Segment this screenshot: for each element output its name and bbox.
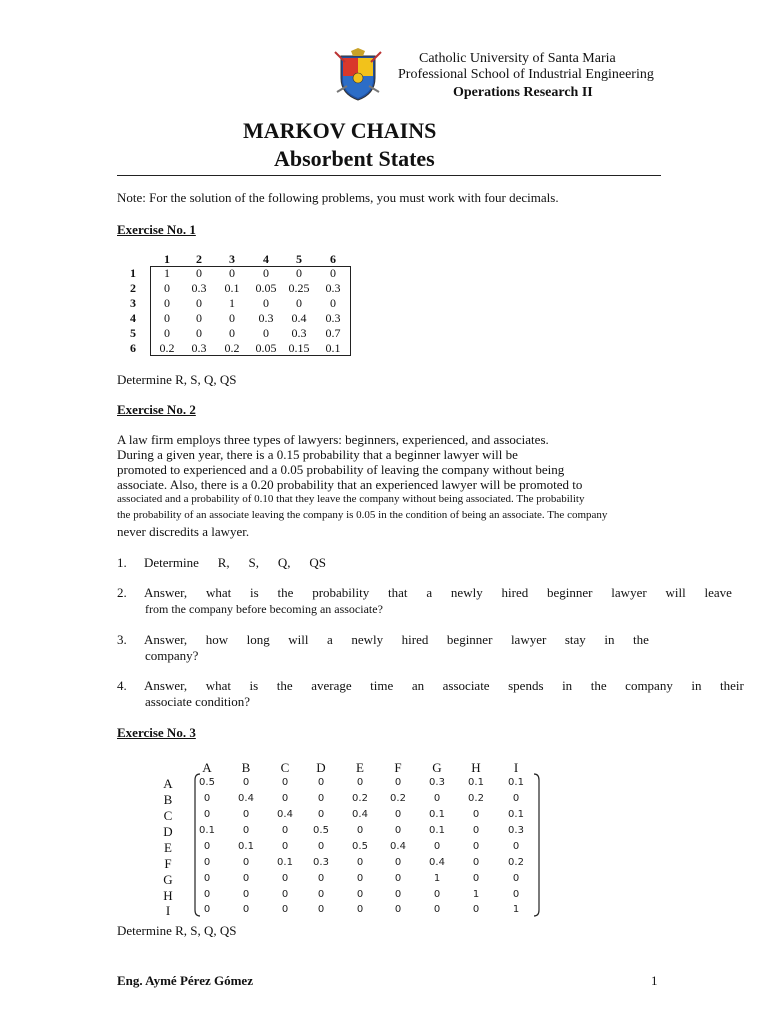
exercise3-matrix-cell: 0: [317, 873, 325, 884]
exercise3-matrix-cell: 0: [281, 825, 289, 836]
q3-word: newly: [351, 632, 384, 647]
exercise3-matrix-cell: 0: [512, 793, 520, 804]
question4-number: 4.: [117, 678, 127, 693]
exercise3-matrix-cell: 0.3: [313, 857, 329, 868]
question2-number: 2.: [117, 585, 127, 600]
exercise3-matrix-cell: 0: [317, 904, 325, 915]
q2-word: the: [277, 585, 294, 600]
exercise3-row-header: E: [164, 840, 172, 855]
q2-word: lawyer: [611, 585, 647, 600]
exercise3-matrix-cell: 0: [472, 873, 480, 884]
exercise1-row-header: 2: [130, 281, 136, 295]
q4-word: in: [562, 678, 573, 693]
exercise3-matrix-cell: 0: [242, 809, 250, 820]
exercise3-matrix-cell: 1: [472, 889, 480, 900]
exercise1-matrix-cell: 0.3: [191, 281, 207, 295]
note-text: Note: For the solution of the following problems, you must work with four decimals.: [117, 190, 559, 205]
exercise3-matrix-cell: 0: [242, 825, 250, 836]
exercise1-matrix-cell: 0: [330, 296, 336, 310]
exercise1-matrix-cell: 0: [196, 296, 202, 310]
question2-continuation: from the company before becoming an associate?: [145, 602, 383, 616]
exercise1-matrix-cell: 0.15: [288, 341, 310, 355]
exercise3-matrix-cell: 0.1: [508, 777, 524, 788]
exercise3-matrix-cell: 0: [203, 889, 211, 900]
exercise3-matrix-cell: 0: [472, 809, 480, 820]
exercise3-col-header: D: [316, 760, 326, 775]
exercise3-matrix-cell: 0: [394, 904, 402, 915]
exercise3-matrix-cell: 0: [512, 841, 520, 852]
exercise1-row-header: 4: [130, 311, 136, 325]
exercise3-matrix-cell: 0.4: [390, 841, 406, 852]
q3-word: a: [327, 632, 333, 647]
q4-word: company: [625, 678, 673, 693]
exercise3-matrix-cell: 1: [433, 873, 441, 884]
exercise3-matrix-cell: 0: [317, 809, 325, 820]
q1-word: Q,: [277, 555, 291, 570]
q4-word: associate: [442, 678, 490, 693]
exercise1-matrix-cell: 0: [196, 326, 202, 340]
exercise3-row-header: I: [165, 903, 171, 918]
exercise1-matrix-cell: 0: [296, 296, 302, 310]
exercise1-col-header: 5: [296, 252, 302, 266]
exercise1-row-header: 3: [130, 296, 136, 310]
q3-word: stay: [564, 632, 586, 647]
exercise3-matrix-cell: 0.1: [429, 825, 445, 836]
exercise3-matrix-cell: 0.5: [199, 777, 215, 788]
exercise3-matrix-cell: 0: [356, 873, 364, 884]
q4-word: Answer,: [144, 678, 188, 693]
q4-word: the: [590, 678, 607, 693]
q4-word: is: [249, 678, 259, 693]
exercise1-matrix-cell: 0: [330, 266, 336, 280]
exercise3-row-header: B: [163, 792, 173, 807]
exercise2-line2: During a given year, there is a 0.15 probability that a beginner lawyer will be: [117, 447, 518, 462]
question3-number: 3.: [117, 632, 127, 647]
exercise3-matrix-cell: 0: [317, 777, 325, 788]
exercise3-matrix-cell: 0: [203, 793, 211, 804]
exercise3-matrix-cell: 0: [433, 841, 441, 852]
exercise1-matrix-cell: 0: [164, 281, 170, 295]
exercise1-matrix-cell: 0: [196, 266, 202, 280]
exercise1-matrix-cell: 1: [164, 266, 170, 280]
exercise3-row-header: G: [163, 872, 173, 887]
exercise1-matrix-cell: 0.3: [291, 326, 307, 340]
exercise1-matrix-cell: 0.25: [288, 281, 310, 295]
exercise1-matrix-cell: 0.3: [258, 311, 274, 325]
exercise3-matrix-cell: 0: [394, 889, 402, 900]
exercise1-matrix-cell: 0.05: [255, 281, 277, 295]
exercise2-line1: A law firm employs three types of lawyers: beginners, experienced, and associates.: [117, 432, 549, 447]
exercise3-matrix-cell: 0: [394, 777, 402, 788]
q3-word: Answer,: [144, 632, 188, 647]
exercise3-matrix-cell: 0.4: [277, 809, 293, 820]
exercise3-matrix-cell: 0.2: [390, 793, 406, 804]
exercise3-matrix-cell: 0: [203, 904, 211, 915]
exercise1-matrix-cell: 0: [164, 326, 170, 340]
exercise3-matrix-cell: 0.4: [352, 809, 368, 820]
exercise1-matrix-cell: 0.3: [325, 311, 341, 325]
exercise3-matrix-cell: 0.3: [508, 825, 524, 836]
exercise3-matrix-cell: 0: [242, 777, 250, 788]
university-crest-icon: [333, 48, 383, 103]
q2-word: that: [388, 585, 408, 600]
q4-word: the: [276, 678, 293, 693]
exercise1-col-header: 2: [196, 252, 202, 266]
exercise2-line5: associated and a probability of 0.10 that they leave the company without being associated. The probability: [117, 493, 585, 505]
exercise3-matrix-cell: 0: [356, 777, 364, 788]
exercise3-matrix-cell: 0: [356, 857, 364, 868]
page-number: 1: [651, 973, 658, 988]
exercise3-col-header: H: [471, 760, 481, 775]
exercise3-matrix-brackets: [194, 772, 544, 918]
exercise3-matrix-cell: 0: [242, 873, 250, 884]
exercise3-matrix-cell: 0: [281, 873, 289, 884]
q4-word: time: [370, 678, 394, 693]
exercise1-matrix-cell: 0: [164, 296, 170, 310]
exercise1-matrix-cell: 0.1: [325, 341, 341, 355]
q2-word: a: [426, 585, 433, 600]
q3-word: lawyer: [510, 632, 547, 647]
exercise3-matrix-cell: 0: [394, 825, 402, 836]
exercise3-matrix-cell: 0: [281, 889, 289, 900]
q1-word: Determine: [144, 555, 199, 570]
exercise3-matrix-cell: 0.4: [429, 857, 445, 868]
exercise1-matrix-cell: 0.2: [159, 341, 175, 355]
university-name: Catholic University of Santa Maria: [419, 51, 616, 66]
exercise3-matrix-cell: 0: [512, 889, 520, 900]
exercise3-matrix-cell: 0.1: [199, 825, 215, 836]
q4-word: in: [691, 678, 702, 693]
exercise3-matrix-cell: 0: [317, 889, 325, 900]
exercise3-matrix-cell: 0: [281, 793, 289, 804]
exercise1-matrix-cell: 0: [164, 311, 170, 325]
exercise3-matrix-cell: 1: [512, 904, 520, 915]
q2-word: what: [205, 585, 232, 600]
exercise2-line6: the probability of an associate leaving the company is 0.05 in the condition of being an associate. The company: [117, 509, 608, 521]
exercise3-matrix-cell: 0: [281, 904, 289, 915]
exercise3-col-header: B: [241, 760, 251, 775]
exercise3-matrix-cell: 0.3: [429, 777, 445, 788]
exercise1-matrix-cell: 0.1: [224, 281, 240, 295]
exercise3-matrix-cell: 0: [203, 841, 211, 852]
exercise3-col-header: F: [394, 760, 402, 775]
q3-word: beginner: [446, 632, 493, 647]
exercise3-matrix-cell: 0: [317, 841, 325, 852]
page-title: MARKOV CHAINS: [243, 118, 437, 143]
exercise3-matrix-cell: 0: [356, 825, 364, 836]
exercise3-matrix-cell: 0: [394, 873, 402, 884]
exercise3-row-header: H: [163, 888, 173, 903]
exercise3-matrix-cell: 0: [242, 889, 250, 900]
exercise1-matrix-cell: 0: [263, 266, 269, 280]
exercise1-col-header: 6: [330, 252, 336, 266]
exercise1-matrix-cell: 0: [196, 311, 202, 325]
q2-word: will: [665, 585, 686, 600]
exercise1-row-header: 6: [130, 341, 136, 355]
question4-text: [144, 678, 744, 694]
exercise2-line4: associate. Also, there is a 0.20 probability that an experienced lawyer will be promoted to: [117, 477, 583, 492]
exercise3-matrix-cell: 0: [394, 857, 402, 868]
q2-word: probability: [312, 585, 370, 600]
exercise1-matrix-cell: 0: [229, 266, 235, 280]
q1-word: QS: [309, 555, 326, 570]
exercise2-heading: Exercise No. 2: [117, 402, 196, 417]
q2-word: newly: [450, 585, 483, 600]
q2-word: leave: [704, 585, 732, 600]
exercise3-matrix-cell: 0.2: [508, 857, 524, 868]
exercise3-matrix-cell: 0.1: [277, 857, 293, 868]
exercise1-row-header: 5: [130, 326, 136, 340]
exercise1-matrix-cell: 0.3: [325, 281, 341, 295]
question4-continuation: associate condition?: [145, 694, 251, 709]
exercise3-matrix-cell: 0.4: [238, 793, 254, 804]
q3-word: the: [632, 632, 649, 647]
exercise3-row-header: C: [163, 808, 173, 823]
exercise1-matrix-cell: 0.05: [255, 341, 277, 355]
exercise1-matrix-cell: 0: [263, 326, 269, 340]
exercise3-matrix-cell: 0: [356, 889, 364, 900]
exercise3-matrix-cell: 0: [203, 857, 211, 868]
q4-word: their: [720, 678, 744, 693]
question1-number: 1.: [117, 555, 127, 570]
exercise3-matrix-cell: 0: [356, 904, 364, 915]
q4-word: average: [311, 678, 352, 693]
q3-word: hired: [401, 632, 429, 647]
exercise3-matrix-cell: 0: [512, 873, 520, 884]
exercise3-matrix-cell: 0: [281, 777, 289, 788]
exercise3-matrix-cell: 0: [317, 793, 325, 804]
exercise3-matrix-cell: 0.1: [508, 809, 524, 820]
course-name: Operations Research II: [453, 85, 593, 100]
exercise3-col-header: G: [432, 760, 442, 775]
footer-author: Eng. Aymé Pérez Gómez: [117, 973, 253, 988]
exercise3-matrix-cell: 0: [394, 809, 402, 820]
exercise3-matrix-cell: 0: [433, 793, 441, 804]
q3-word: long: [246, 632, 270, 647]
exercise3-matrix-cell: 0.1: [429, 809, 445, 820]
exercise3-matrix-cell: 0.5: [352, 841, 368, 852]
exercise3-matrix-cell: 0: [433, 904, 441, 915]
q2-word: hired: [501, 585, 529, 600]
q4-word: what: [205, 678, 231, 693]
q4-word: spends: [508, 678, 544, 693]
exercise2-line7: never discredits a lawyer.: [117, 524, 250, 539]
exercise3-row-header: A: [163, 776, 173, 791]
exercise1-col-header: 1: [164, 252, 170, 266]
exercise1-matrix-cell: 0.3: [191, 341, 207, 355]
exercise3-matrix-cell: 0: [472, 841, 480, 852]
exercise3-col-header: C: [280, 760, 290, 775]
exercise3-matrix-cell: 0: [242, 904, 250, 915]
q1-word: S,: [248, 555, 259, 570]
exercise3-matrix-cell: 0.1: [238, 841, 254, 852]
q3-word: how: [205, 632, 229, 647]
exercise3-col-header: I: [513, 760, 519, 775]
question3-continuation: company?: [145, 648, 199, 663]
q2-word: is: [250, 585, 259, 600]
exercise1-matrix-frame: [150, 266, 351, 356]
exercise1-matrix-cell: 0: [296, 266, 302, 280]
exercise3-task: Determine R, S, Q, QS: [117, 923, 237, 938]
exercise3-matrix-cell: 0.1: [468, 777, 484, 788]
exercise1-heading: Exercise No. 1: [117, 222, 196, 237]
exercise3-matrix-cell: 0: [281, 841, 289, 852]
exercise3-matrix-cell: 0.5: [313, 825, 329, 836]
exercise1-matrix-cell: 0.4: [291, 311, 307, 325]
exercise3-matrix-cell: 0.2: [352, 793, 368, 804]
title-divider: [117, 175, 661, 176]
exercise3-matrix-cell: 0: [203, 873, 211, 884]
exercise1-matrix-cell: 1: [229, 296, 235, 310]
exercise1-matrix-cell: 0.2: [224, 341, 240, 355]
q3-word: in: [604, 632, 615, 647]
exercise3-matrix-cell: 0: [472, 825, 480, 836]
exercise1-matrix-cell: 0.7: [325, 326, 341, 340]
question2-text: [144, 585, 732, 601]
exercise3-col-header: A: [202, 760, 212, 775]
q2-word: beginner: [547, 585, 593, 600]
q3-word: will: [288, 632, 309, 647]
exercise3-matrix-cell: 0: [472, 857, 480, 868]
exercise1-col-header: 3: [229, 252, 235, 266]
exercise1-matrix-cell: 0: [229, 311, 235, 325]
exercise1-matrix-cell: 0: [229, 326, 235, 340]
exercise3-col-header: E: [356, 760, 364, 775]
exercise3-matrix-cell: 0: [433, 889, 441, 900]
q1-word: R,: [217, 555, 230, 570]
exercise3-row-header: D: [163, 824, 173, 839]
question3-text: [144, 632, 649, 648]
exercise3-matrix-cell: 0.2: [468, 793, 484, 804]
exercise1-col-header: 4: [263, 252, 269, 266]
school-name: Professional School of Industrial Engineering: [398, 67, 654, 82]
exercise2-line3: promoted to experienced and a 0.05 probability of leaving the company without being: [117, 462, 565, 477]
exercise1-row-header: 1: [130, 266, 136, 280]
question1-text: [144, 555, 326, 571]
exercise1-task: Determine R, S, Q, QS: [117, 372, 237, 387]
exercise3-row-header: F: [164, 856, 172, 871]
q2-word: Answer,: [144, 585, 188, 600]
exercise3-heading: Exercise No. 3: [117, 725, 196, 740]
exercise3-matrix-cell: 0: [242, 857, 250, 868]
q4-word: an: [411, 678, 425, 693]
page-subtitle: Absorbent States: [274, 146, 435, 171]
exercise3-matrix-cell: 0: [203, 809, 211, 820]
exercise3-matrix-cell: 0: [472, 904, 480, 915]
exercise1-matrix-cell: 0: [263, 296, 269, 310]
